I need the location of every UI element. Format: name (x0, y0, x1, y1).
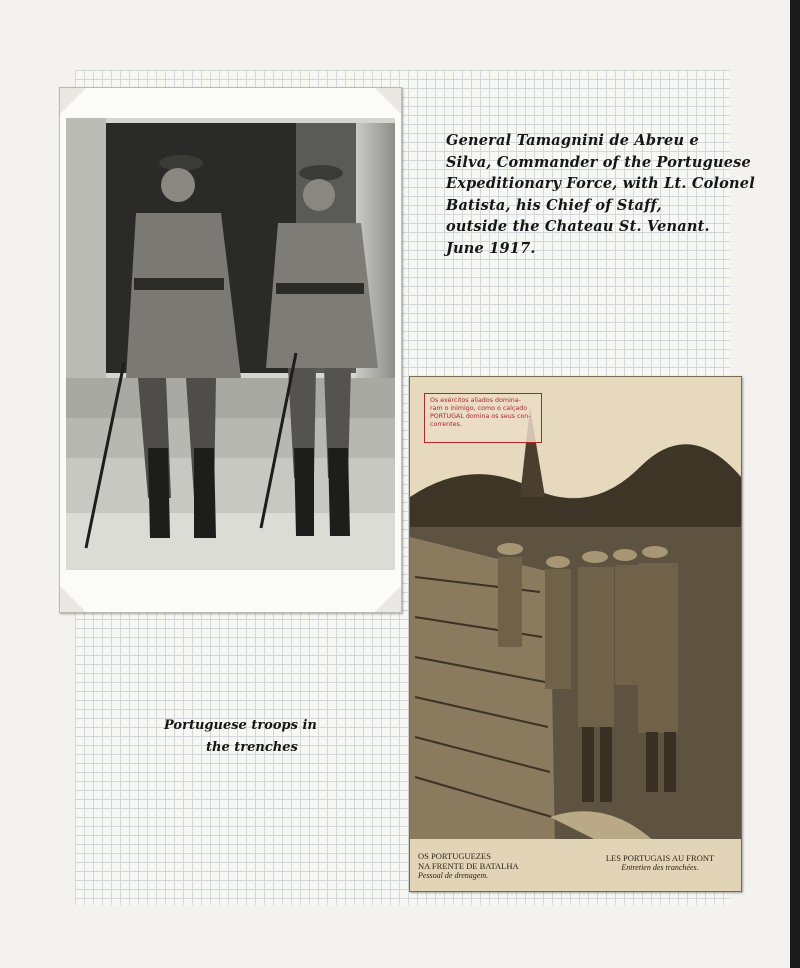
postcard-caption-line: OS PORTUGUEZES (418, 851, 491, 861)
postcard-caption-french (590, 853, 730, 873)
stamp-line: ram o inimigo, como o calçado (430, 405, 528, 412)
caption-line: outside the Chateau St. Venant. (446, 218, 710, 235)
caption-line: General Tamagnini de Abreu e (446, 132, 699, 149)
officers-photo (59, 87, 402, 613)
caption-line: Portuguese troops in (164, 718, 317, 733)
stamp-line: correntes. (430, 421, 462, 428)
caption-line: Batista, his Chief of Staff, (446, 196, 662, 214)
stamp-line: Os exércitos aliados domina- (430, 397, 521, 404)
two-officers-photo-icon (66, 118, 395, 570)
postcard-caption-line: LES PORTUGAIS AU FRONT (605, 853, 715, 863)
trench-soldiers-photo-icon (410, 377, 741, 891)
caption-trenches (164, 715, 364, 759)
caption-line: Silva, Commander of the Portuguese (446, 153, 751, 171)
caption-line: June 1917. (446, 239, 536, 257)
caption-officers (446, 130, 755, 259)
postcard-caption-line: Entretien des tranchées. (621, 863, 699, 872)
caption-line: the trenches (206, 740, 298, 755)
photo-corner-bottom-left (60, 586, 86, 612)
postcard-caption-portuguese (418, 851, 519, 881)
photo-corner-top-left (60, 88, 86, 114)
red-stamp-overprint (424, 393, 542, 443)
postcard-caption-line: NA FRENTE DE BATALHA (418, 861, 519, 871)
postcard-caption-line: Pessoal de drenagem. (418, 871, 489, 880)
photo-corner-bottom-right (375, 586, 401, 612)
photo-corner-top-right (375, 88, 401, 114)
trench-postcard (409, 376, 742, 892)
caption-line: Expeditionary Force, with Lt. Colonel (446, 175, 755, 192)
stamp-line: PORTUGAL domina os seus con- (430, 413, 531, 420)
